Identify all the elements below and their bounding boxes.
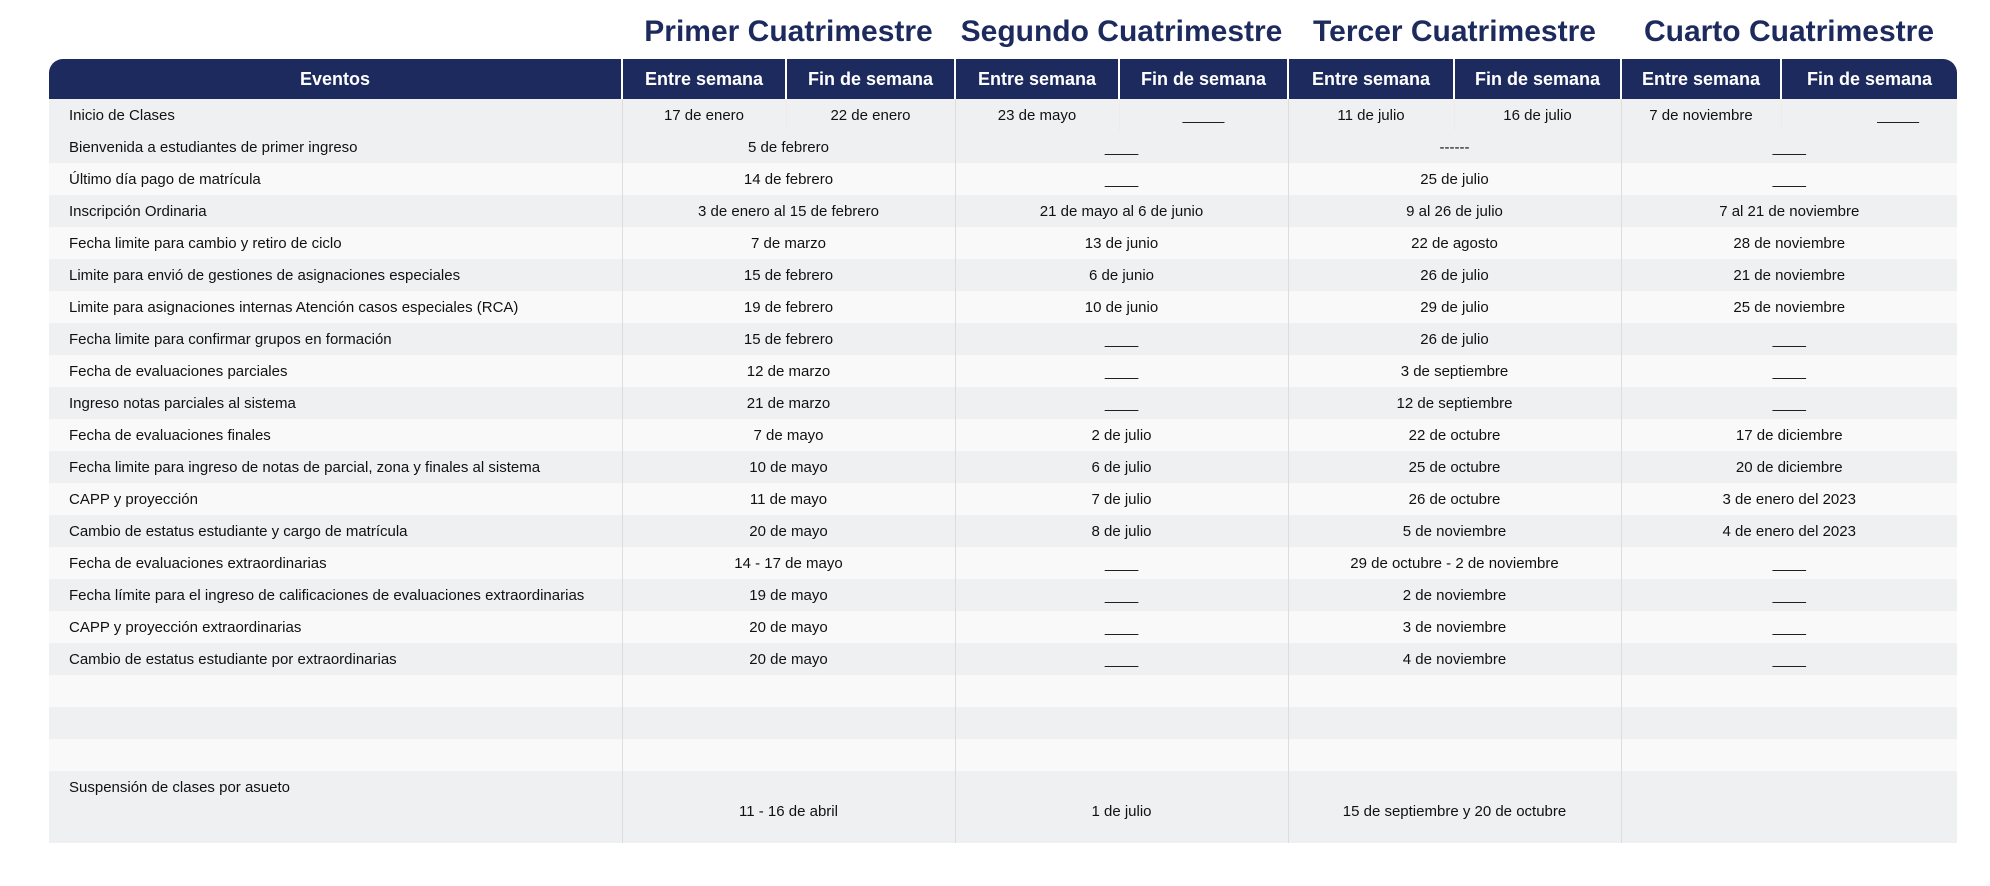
semester-title-2: Segundo Cuatrimestre: [960, 15, 1283, 48]
cell-semester-1: 19 de febrero: [622, 291, 955, 323]
cell-semester-1: 7 de mayo: [622, 419, 955, 451]
cell-s2-weekday: 23 de mayo: [955, 99, 1119, 131]
cell-semester-3: [1288, 707, 1621, 739]
event-label: Fecha límite para el ingreso de calificaciones de evaluaciones extraordinarias: [49, 579, 622, 611]
header-s4-weekday: Entre semana: [1621, 59, 1781, 99]
table-row: [49, 99, 1957, 131]
cell-semester-1: [622, 739, 955, 771]
header-s3-weekend: Fin de semana: [1454, 59, 1621, 99]
cell-semester-4: [1621, 739, 1957, 771]
table-row: [49, 611, 1957, 643]
cell-semester-4: ____: [1621, 579, 1957, 611]
event-label: [49, 739, 622, 771]
cell-semester-2: [955, 675, 1288, 707]
cell-semester-3: 29 de octubre - 2 de noviembre: [1288, 547, 1621, 579]
table-row: [49, 291, 1957, 323]
cell-s2-weekend: _____: [1119, 99, 1288, 131]
cell-semester-4: 3 de enero del 2023: [1621, 483, 1957, 515]
cell-semester-1: 5 de febrero: [622, 131, 955, 163]
cell-semester-3: [1288, 675, 1621, 707]
header-s4-weekend: Fin de semana: [1781, 59, 1957, 99]
cell-semester-3: 9 al 26 de julio: [1288, 195, 1621, 227]
semester-title-4: Cuarto Cuatrimestre: [1643, 15, 1935, 48]
cell-semester-2: 1 de julio: [955, 771, 1288, 843]
cell-semester-1: 11 de mayo: [622, 483, 955, 515]
cell-semester-1: 20 de mayo: [622, 611, 955, 643]
cell-semester-2: 6 de junio: [955, 259, 1288, 291]
event-label: Limite para asignaciones internas Atención casos especiales (RCA): [49, 291, 622, 323]
event-label: Fecha limite para ingreso de notas de parcial, zona y finales al sistema: [49, 451, 622, 483]
cell-semester-1: 19 de mayo: [622, 579, 955, 611]
cell-semester-3: 26 de julio: [1288, 259, 1621, 291]
table-row: [49, 195, 1957, 227]
cell-s3-weekday: 11 de julio: [1288, 99, 1454, 131]
table-row: [49, 387, 1957, 419]
cell-semester-4: 17 de diciembre: [1621, 419, 1957, 451]
table-row: [49, 515, 1957, 547]
cell-semester-3: ------: [1288, 131, 1621, 163]
cell-semester-2: 8 de julio: [955, 515, 1288, 547]
cell-semester-4: ____: [1621, 131, 1957, 163]
event-label: Fecha limite para confirmar grupos en formación: [49, 323, 622, 355]
cell-semester-3: 26 de octubre: [1288, 483, 1621, 515]
cell-semester-3: 29 de julio: [1288, 291, 1621, 323]
cell-s4-weekend: _____: [1781, 99, 1957, 131]
table-row: [49, 451, 1957, 483]
event-label: Inscripción Ordinaria: [49, 195, 622, 227]
cell-s3-weekend: 16 de julio: [1454, 99, 1621, 131]
cell-semester-3: 3 de septiembre: [1288, 355, 1621, 387]
table-row: [49, 419, 1957, 451]
cell-semester-4: ____: [1621, 323, 1957, 355]
cell-semester-3: 26 de julio: [1288, 323, 1621, 355]
cell-semester-1: 20 de mayo: [622, 643, 955, 675]
cell-semester-4: 7 al 21 de noviembre: [1621, 195, 1957, 227]
cell-semester-4: 4 de enero del 2023: [1621, 515, 1957, 547]
event-label: [49, 707, 622, 739]
cell-semester-2: 21 de mayo al 6 de junio: [955, 195, 1288, 227]
cell-semester-3: 12 de septiembre: [1288, 387, 1621, 419]
event-label: Inicio de Clases: [49, 99, 622, 131]
cell-semester-4: [1621, 675, 1957, 707]
header-events: Eventos: [49, 59, 622, 99]
cell-semester-3: [1288, 739, 1621, 771]
event-label: Fecha de evaluaciones extraordinarias: [49, 547, 622, 579]
header-s1-weekday: Entre semana: [622, 59, 786, 99]
cell-semester-2: ____: [955, 163, 1288, 195]
cell-semester-4: 21 de noviembre: [1621, 259, 1957, 291]
cell-semester-1: 14 de febrero: [622, 163, 955, 195]
cell-semester-2: ____: [955, 131, 1288, 163]
cell-semester-3: 25 de julio: [1288, 163, 1621, 195]
cell-semester-4: ____: [1621, 387, 1957, 419]
cell-semester-2: ____: [955, 579, 1288, 611]
cell-semester-4: ____: [1621, 611, 1957, 643]
event-label: Fecha limite para cambio y retiro de ciclo: [49, 227, 622, 259]
cell-semester-2: ____: [955, 323, 1288, 355]
table-row: [49, 483, 1957, 515]
cell-semester-4: 28 de noviembre: [1621, 227, 1957, 259]
cell-semester-4: [1621, 771, 1957, 843]
cell-semester-2: ____: [955, 387, 1288, 419]
table-row: [49, 163, 1957, 195]
cell-semester-4: 25 de noviembre: [1621, 291, 1957, 323]
event-label: Último día pago de matrícula: [49, 163, 622, 195]
academic-calendar-table: [49, 59, 1957, 843]
event-label: Fecha de evaluaciones parciales: [49, 355, 622, 387]
header-s2-weekday: Entre semana: [955, 59, 1119, 99]
cell-semester-3: 22 de octubre: [1288, 419, 1621, 451]
cell-semester-2: 6 de julio: [955, 451, 1288, 483]
cell-s1-weekend: 22 de enero: [786, 99, 955, 131]
cell-semester-1: 20 de mayo: [622, 515, 955, 547]
event-label: Suspensión de clases por asueto: [49, 771, 622, 843]
cell-semester-3: 3 de noviembre: [1288, 611, 1621, 643]
cell-semester-1: 14 - 17 de mayo: [622, 547, 955, 579]
cell-semester-2: ____: [955, 611, 1288, 643]
table-row: [49, 771, 1957, 843]
event-label: CAPP y proyección: [49, 483, 622, 515]
event-label: [49, 675, 622, 707]
event-label: Cambio de estatus estudiante por extraordinarias: [49, 643, 622, 675]
cell-semester-4: ____: [1621, 547, 1957, 579]
event-label: Cambio de estatus estudiante y cargo de matrícula: [49, 515, 622, 547]
cell-s4-weekday: 7 de noviembre: [1621, 99, 1781, 131]
cell-semester-2: ____: [955, 355, 1288, 387]
cell-semester-3: 22 de agosto: [1288, 227, 1621, 259]
cell-semester-1: [622, 707, 955, 739]
event-label: Bienvenida a estudiantes de primer ingreso: [49, 131, 622, 163]
cell-semester-2: [955, 739, 1288, 771]
table-row: [49, 259, 1957, 291]
semester-title-1: Primer Cuatrimestre: [644, 15, 933, 48]
cell-s1-weekday: 17 de enero: [622, 99, 786, 131]
cell-semester-4: [1621, 707, 1957, 739]
table-row: [49, 579, 1957, 611]
cell-semester-1: 3 de enero al 15 de febrero: [622, 195, 955, 227]
event-label: Ingreso notas parciales al sistema: [49, 387, 622, 419]
table-row: [49, 675, 1957, 707]
cell-semester-4: 20 de diciembre: [1621, 451, 1957, 483]
cell-semester-2: 13 de junio: [955, 227, 1288, 259]
cell-semester-1: [622, 675, 955, 707]
cell-semester-1: 11 - 16 de abril: [622, 771, 955, 843]
cell-semester-1: 10 de mayo: [622, 451, 955, 483]
cell-semester-1: 21 de marzo: [622, 387, 955, 419]
header-s1-weekend: Fin de semana: [786, 59, 955, 99]
cell-semester-3: 4 de noviembre: [1288, 643, 1621, 675]
cell-semester-4: ____: [1621, 643, 1957, 675]
table-row: [49, 355, 1957, 387]
table-row: [49, 323, 1957, 355]
cell-semester-4: ____: [1621, 355, 1957, 387]
cell-semester-1: 12 de marzo: [622, 355, 955, 387]
cell-semester-2: 7 de julio: [955, 483, 1288, 515]
table-row: [49, 547, 1957, 579]
table-row: [49, 227, 1957, 259]
semester-title-3: Tercer Cuatrimestre: [1313, 15, 1596, 48]
cell-semester-2: ____: [955, 643, 1288, 675]
table-row: [49, 131, 1957, 163]
cell-semester-2: [955, 707, 1288, 739]
cell-semester-1: 15 de febrero: [622, 323, 955, 355]
event-label: CAPP y proyección extraordinarias: [49, 611, 622, 643]
table-row: [49, 739, 1957, 771]
cell-semester-2: ____: [955, 547, 1288, 579]
table-row: [49, 643, 1957, 675]
cell-semester-3: 5 de noviembre: [1288, 515, 1621, 547]
cell-semester-3: 15 de septiembre y 20 de octubre: [1288, 771, 1621, 843]
cell-semester-1: 15 de febrero: [622, 259, 955, 291]
cell-semester-4: ____: [1621, 163, 1957, 195]
cell-semester-3: 2 de noviembre: [1288, 579, 1621, 611]
event-label: Limite para envió de gestiones de asignaciones especiales: [49, 259, 622, 291]
table-header-row: [49, 59, 1957, 99]
cell-semester-2: 10 de junio: [955, 291, 1288, 323]
table-row: [49, 707, 1957, 739]
cell-semester-2: 2 de julio: [955, 419, 1288, 451]
cell-semester-1: 7 de marzo: [622, 227, 955, 259]
header-s3-weekday: Entre semana: [1288, 59, 1454, 99]
cell-semester-3: 25 de octubre: [1288, 451, 1621, 483]
header-s2-weekend: Fin de semana: [1119, 59, 1288, 99]
event-label: Fecha de evaluaciones finales: [49, 419, 622, 451]
